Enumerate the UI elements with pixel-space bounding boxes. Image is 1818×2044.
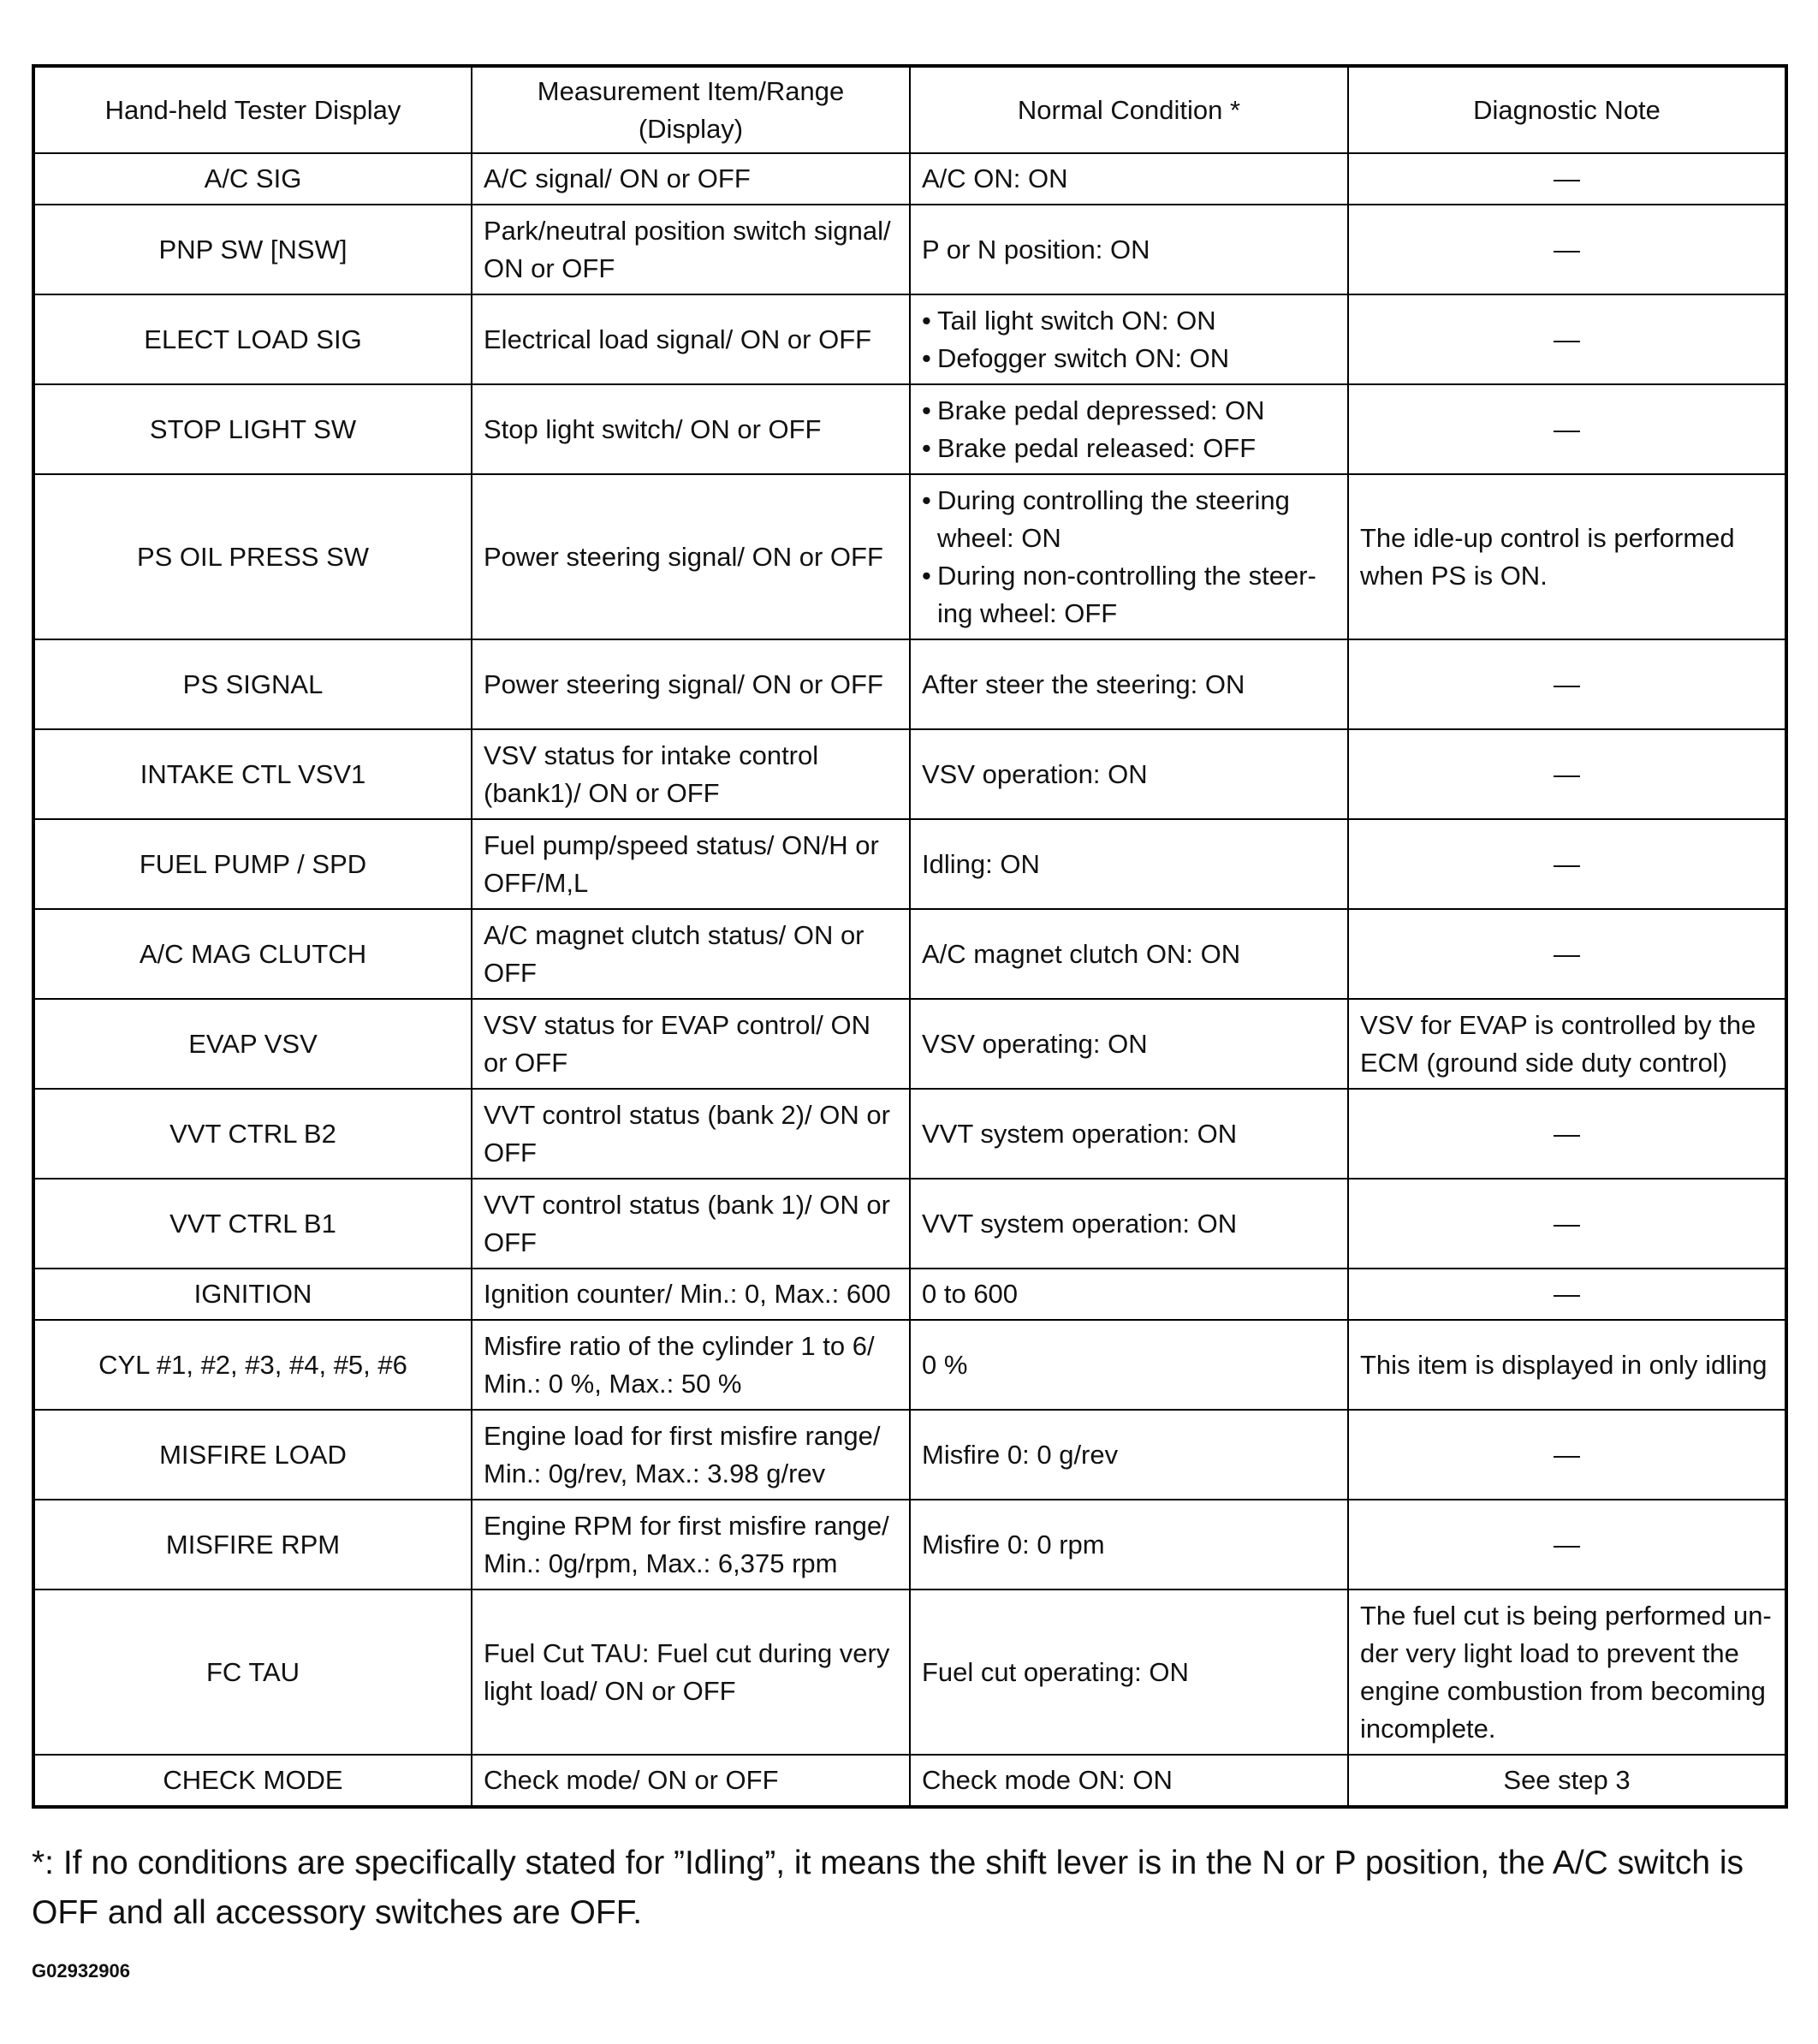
condition-bullet: • Brake pedal depressed: ON [922, 392, 1336, 430]
table-row [33, 639, 1786, 729]
cell-diagnostic-note: This item is displayed in only idling [1348, 1320, 1786, 1410]
cell-normal-condition [910, 153, 1348, 205]
cell-normal-condition [910, 1089, 1348, 1179]
table-row [33, 294, 1786, 384]
cell-diagnostic-note: — [1348, 729, 1786, 819]
header-measurement-range: Measurement Item/Range (Display) [472, 66, 910, 153]
cell-tester-display: A/C SIG [33, 153, 472, 205]
cell-normal-condition [910, 819, 1348, 909]
header-tester-display: Hand-held Tester Display [33, 66, 472, 153]
cell-tester-display: MISFIRE RPM [33, 1500, 472, 1589]
table-row [33, 819, 1786, 909]
cell-measurement-range: A/C signal/ ON or OFF [472, 153, 910, 205]
cell-diagnostic-note: — [1348, 384, 1786, 474]
condition-text: A/C ON: ON [922, 163, 1068, 193]
cell-diagnostic-note: — [1348, 1269, 1786, 1320]
cell-tester-display: MISFIRE LOAD [33, 1410, 472, 1500]
header-diagnostic-note: Diagnostic Note [1348, 66, 1786, 153]
cell-measurement-range: VSV status for EVAP control/ ON or OFF [472, 999, 910, 1089]
cell-diagnostic-note: — [1348, 205, 1786, 294]
cell-tester-display: STOP LIGHT SW [33, 384, 472, 474]
table-row [33, 1589, 1786, 1755]
cell-tester-display: INTAKE CTL VSV1 [33, 729, 472, 819]
table-row [33, 1179, 1786, 1269]
cell-measurement-range: VSV status for intake control (bank1)/ ON or OFF [472, 729, 910, 819]
cell-normal-condition [910, 1755, 1348, 1807]
cell-tester-display: FUEL PUMP / SPD [33, 819, 472, 909]
header-normal-condition: Normal Condition * [910, 66, 1348, 153]
cell-measurement-range: Misfire ratio of the cylinder 1 to 6/ Min.: 0 %, Max.: 50 % [472, 1320, 910, 1410]
cell-tester-display: A/C MAG CLUTCH [33, 909, 472, 999]
cell-tester-display: CYL #1, #2, #3, #4, #5, #6 [33, 1320, 472, 1410]
condition-text: A/C magnet clutch ON: ON [922, 938, 1241, 969]
cell-tester-display: EVAP VSV [33, 999, 472, 1089]
cell-diagnostic-note: — [1348, 1500, 1786, 1589]
condition-text: VVT system operation: ON [922, 1208, 1238, 1239]
cell-tester-display: CHECK MODE [33, 1755, 472, 1807]
condition-text: VVT system operation: ON [922, 1118, 1238, 1149]
cell-normal-condition [910, 384, 1348, 474]
condition-text: Misfire 0: 0 rpm [922, 1529, 1105, 1560]
table-row [33, 729, 1786, 819]
cell-measurement-range: Fuel Cut TAU: Fuel cut during very light load/ ON or OFF [472, 1589, 910, 1755]
table-row [33, 474, 1786, 639]
cell-measurement-range: Stop light switch/ ON or OFF [472, 384, 910, 474]
cell-normal-condition [910, 999, 1348, 1089]
condition-text: VSV operating: ON [922, 1028, 1148, 1059]
cell-measurement-range: A/C magnet clutch status/ ON or OFF [472, 909, 910, 999]
cell-measurement-range: Fuel pump/speed status/ ON/H or OFF/M,L [472, 819, 910, 909]
condition-bullet: • Tail light switch ON: ON [922, 302, 1336, 340]
cell-diagnostic-note: — [1348, 294, 1786, 384]
cell-diagnostic-note: — [1348, 819, 1786, 909]
condition-text: 0 % [922, 1349, 968, 1380]
cell-tester-display: FC TAU [33, 1589, 472, 1755]
cell-normal-condition [910, 729, 1348, 819]
cell-measurement-range: Power steering signal/ ON or OFF [472, 474, 910, 639]
table-row [33, 1500, 1786, 1589]
cell-tester-display: PS OIL PRESS SW [33, 474, 472, 639]
cell-measurement-range: Check mode/ ON or OFF [472, 1755, 910, 1807]
cell-measurement-range: VVT control status (bank 2)/ ON or OFF [472, 1089, 910, 1179]
condition-text: Idling: ON [922, 848, 1040, 879]
cell-measurement-range: VVT control status (bank 1)/ ON or OFF [472, 1179, 910, 1269]
cell-diagnostic-note: — [1348, 1410, 1786, 1500]
data-list-table [32, 64, 1788, 1809]
table-row [33, 1755, 1786, 1807]
cell-measurement-range: Ignition counter/ Min.: 0, Max.: 600 [472, 1269, 910, 1320]
figure-code: G02932906 [32, 1960, 130, 1982]
cell-normal-condition [910, 1500, 1348, 1589]
cell-normal-condition [910, 1269, 1348, 1320]
table-row [33, 384, 1786, 474]
cell-measurement-range: Engine RPM for first misfire range/ Min.: 0g/rpm, Max.: 6,375 rpm [472, 1500, 910, 1589]
cell-diagnostic-note: — [1348, 1089, 1786, 1179]
condition-text: After steer the steering: ON [922, 668, 1245, 699]
cell-normal-condition [910, 1410, 1348, 1500]
table-row [33, 1320, 1786, 1410]
cell-measurement-range: Engine load for first misfire range/ Min.: 0g/rev, Max.: 3.98 g/rev [472, 1410, 910, 1500]
cell-measurement-range: Power steering signal/ ON or OFF [472, 639, 910, 729]
cell-tester-display: IGNITION [33, 1269, 472, 1320]
cell-diagnostic-note: — [1348, 153, 1786, 205]
cell-normal-condition [910, 639, 1348, 729]
condition-bullet: • During non-controlling the steer-ing wheel: OFF [922, 557, 1336, 633]
cell-diagnostic-note: — [1348, 639, 1786, 729]
data-list-table-container [32, 64, 1785, 1809]
cell-normal-condition [910, 205, 1348, 294]
cell-diagnostic-note: The fuel cut is being performed un-der very light load to prevent the engine combustion from becoming incomplete. [1348, 1589, 1786, 1755]
table-row [33, 909, 1786, 999]
cell-tester-display: ELECT LOAD SIG [33, 294, 472, 384]
condition-text: Check mode ON: ON [922, 1765, 1173, 1795]
cell-tester-display: VVT CTRL B1 [33, 1179, 472, 1269]
condition-text: Fuel cut operating: ON [922, 1656, 1189, 1687]
cell-tester-display: PS SIGNAL [33, 639, 472, 729]
cell-diagnostic-note: The idle-up control is performed when PS is ON. [1348, 474, 1786, 639]
condition-bullet: • Brake pedal released: OFF [922, 430, 1336, 467]
cell-diagnostic-note: VSV for EVAP is controlled by the ECM (ground side duty control) [1348, 999, 1786, 1089]
cell-diagnostic-note: See step 3 [1348, 1755, 1786, 1807]
cell-normal-condition [910, 1179, 1348, 1269]
cell-normal-condition [910, 1320, 1348, 1410]
table-row [33, 999, 1786, 1089]
cell-normal-condition [910, 294, 1348, 384]
cell-normal-condition [910, 909, 1348, 999]
condition-text: VSV operation: ON [922, 758, 1148, 789]
condition-bullet: • During controlling the steering wheel: ON [922, 482, 1336, 557]
cell-diagnostic-note: — [1348, 1179, 1786, 1269]
cell-tester-display: PNP SW [NSW] [33, 205, 472, 294]
condition-bullet: • Defogger switch ON: ON [922, 340, 1336, 377]
table-row [33, 1269, 1786, 1320]
table-body [33, 153, 1786, 1807]
cell-tester-display: VVT CTRL B2 [33, 1089, 472, 1179]
cell-diagnostic-note: — [1348, 909, 1786, 999]
cell-normal-condition [910, 474, 1348, 639]
table-row [33, 1410, 1786, 1500]
cell-measurement-range: Electrical load signal/ ON or OFF [472, 294, 910, 384]
footnote: *: If no conditions are specifically stated for ”Idling”, it means the shift lever is in the N or P position, the A/C switch is OFF and all accessory switches are OFF. [32, 1845, 1744, 1931]
table-row [33, 1089, 1786, 1179]
condition-text: P or N position: ON [922, 234, 1150, 264]
cell-normal-condition [910, 1589, 1348, 1755]
table-row [33, 205, 1786, 294]
table-row [33, 153, 1786, 205]
cell-measurement-range: Park/neutral position switch signal/ ON or OFF [472, 205, 910, 294]
condition-text: 0 to 600 [922, 1279, 1019, 1309]
table-header-row [33, 66, 1786, 153]
condition-text: Misfire 0: 0 g/rev [922, 1439, 1119, 1470]
